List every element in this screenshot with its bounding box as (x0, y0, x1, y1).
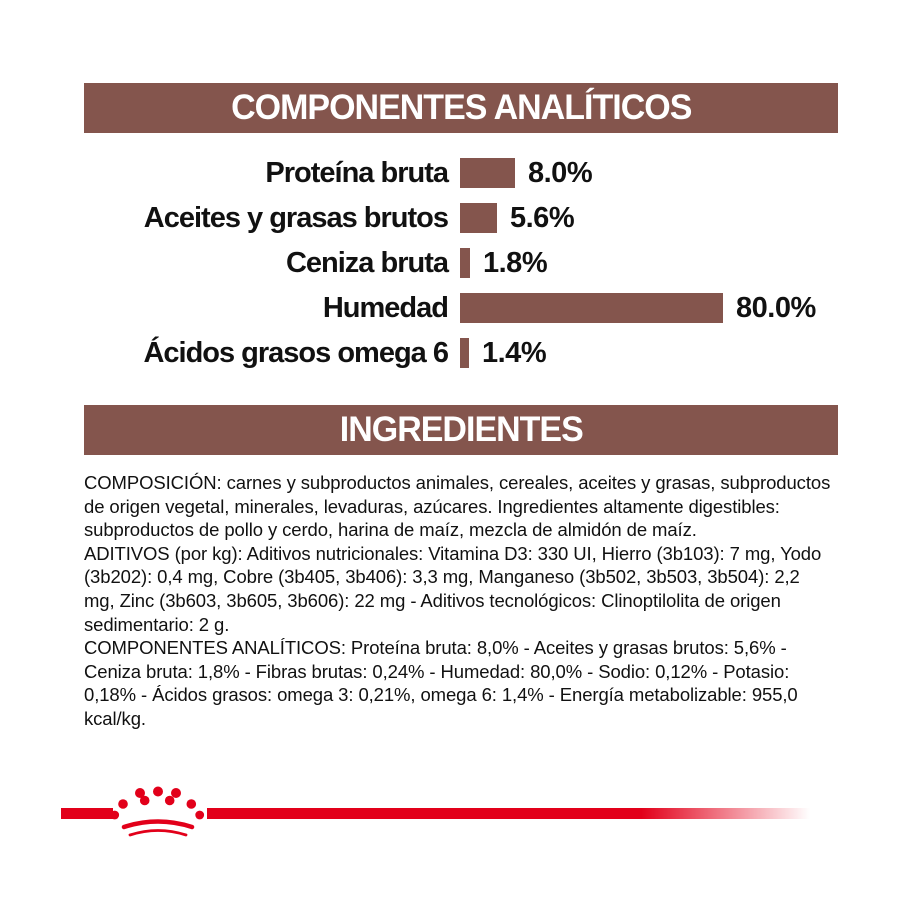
additives-paragraph: ADITIVOS (por kg): Aditivos nutricionales: Vitamina D3: 330 UI, Hierro (3b103): 7 mg, Yodo (3b202): 0,4 mg, Cobre (3b405, 3b406): 3,3 mg, Manganeso (3b502, 3b503, 3b504): 2,2 mg, Zinc (3b603, 3b605, 3b606): 22 mg - Aditivos tecnológicos: Clinoptilolita de origen sedimentario: 2 g. (84, 542, 822, 635)
chart-bar (460, 338, 469, 368)
analytical-components-title: COMPONENTES ANALÍTICOS (230, 88, 692, 127)
royal-canin-crown-icon (108, 785, 208, 839)
chart-row (0, 248, 547, 278)
chart-value-label: 1.4% (482, 336, 547, 369)
ingredients-title: INGREDIENTES (339, 410, 583, 449)
chart-category-label: Ácidos grasos omega 6 (143, 336, 448, 369)
analytical-components-header (84, 83, 838, 133)
chart-value-label: 80.0% (736, 291, 816, 324)
chart-category-label: Humedad (322, 291, 448, 324)
chart-row (0, 293, 816, 323)
brand-rule-right (207, 808, 810, 819)
chart-category-label: Proteína bruta (265, 156, 448, 189)
chart-bar (460, 293, 723, 323)
ingredients-text-block (84, 471, 832, 731)
chart-bar (460, 203, 497, 233)
chart-row (0, 203, 574, 233)
chart-bar (460, 248, 470, 278)
chart-bar (460, 158, 515, 188)
chart-category-label: Aceites y grasas brutos (143, 201, 448, 234)
chart-row (0, 338, 546, 368)
chart-value-label: 5.6% (510, 201, 575, 234)
chart-value-label: 8.0% (528, 156, 593, 189)
chart-row (0, 158, 592, 188)
ingredients-header (84, 405, 838, 455)
composition-paragraph: COMPOSICIÓN: carnes y subproductos animales, cereales, aceites y grasas, subproductos de origen vegetal, minerales, levaduras, azúcares. Ingredientes altamente digestibles: subproductos de pollo y cerdo, harina de maíz, mezcla de almidón de maíz. (84, 472, 831, 541)
brand-rule-left (61, 808, 113, 819)
chart-value-label: 1.8% (483, 246, 548, 279)
chart-category-label: Ceniza bruta (285, 246, 448, 279)
analytical-constituents-paragraph: COMPONENTES ANALÍTICOS: Proteína bruta: 8,0% - Aceites y grasas brutos: 5,6% - Ceniza bruta: 1,8% - Fibras brutas: 0,24% - Humedad: 80,0% - Sodio: 0,12% - Potasio: 0,18% - Ácidos grasos: omega 3: 0,21%, omega 6: 1,4% - Energía metabolizable: 955,0 kcal/kg. (84, 637, 798, 729)
